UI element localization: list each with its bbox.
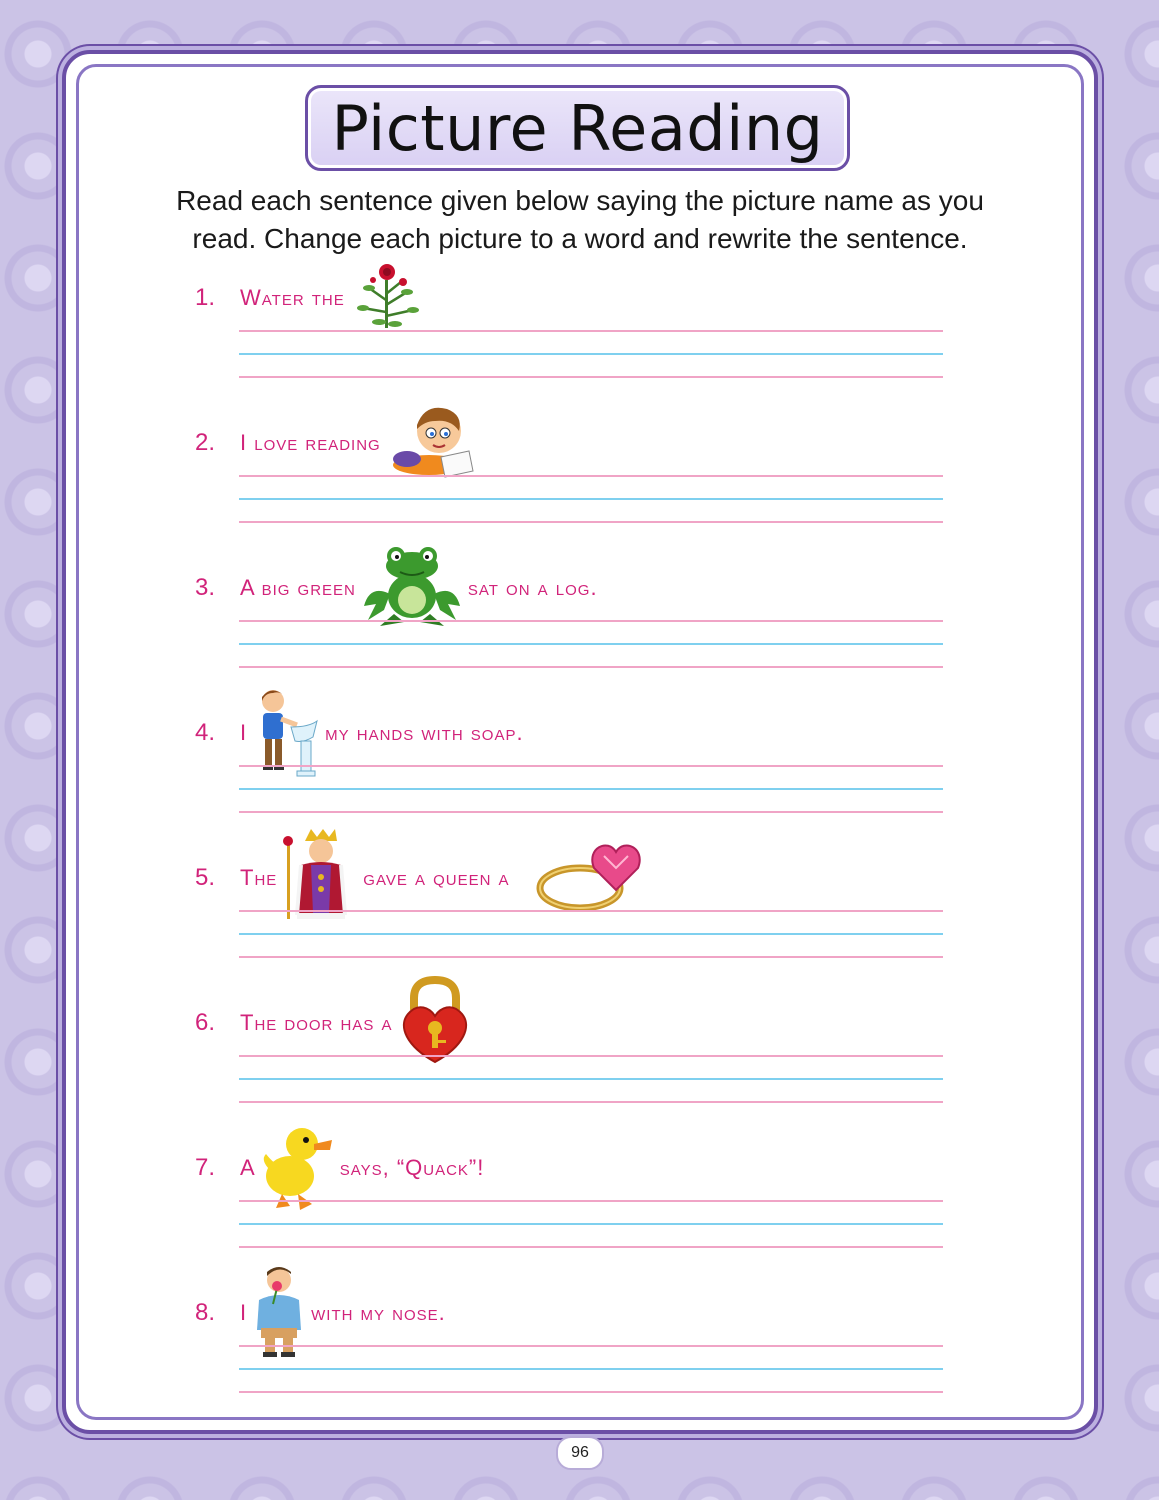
item-number: 5. bbox=[195, 864, 216, 891]
sentence-8 bbox=[195, 1283, 446, 1343]
sentence-2 bbox=[195, 413, 485, 473]
item-number: 2. bbox=[195, 429, 216, 456]
sentence-7 bbox=[195, 1138, 484, 1198]
sentence-text-after: says, “Quack”! bbox=[339, 1155, 485, 1180]
item-number: 1. bbox=[195, 284, 216, 311]
writing-lines bbox=[239, 620, 943, 689]
sentence-text: Water the bbox=[240, 285, 345, 310]
sentence-item-2 bbox=[195, 413, 955, 553]
instructions-line-1: Read each sentence given below saying the picture name as you bbox=[176, 185, 984, 216]
writing-lines bbox=[239, 765, 943, 834]
sentence-text-middle: gave a queen a bbox=[363, 865, 510, 890]
item-number: 7. bbox=[195, 1154, 216, 1181]
page-title: Picture Reading bbox=[331, 91, 824, 165]
writing-lines bbox=[239, 475, 943, 544]
writing-lines bbox=[239, 1345, 943, 1414]
item-number: 4. bbox=[195, 719, 216, 746]
writing-lines bbox=[239, 910, 943, 979]
sentence-text-after: with my nose. bbox=[311, 1300, 446, 1325]
sentence-5 bbox=[195, 848, 650, 908]
sentence-text: I love reading bbox=[240, 430, 381, 455]
sentence-text-after: sat on a log. bbox=[467, 575, 598, 600]
sentence-text: A bbox=[240, 1155, 256, 1180]
sentence-3 bbox=[195, 558, 598, 618]
sentence-text: I bbox=[240, 720, 248, 745]
sentence-item-8 bbox=[195, 1283, 955, 1423]
sentence-text: The bbox=[240, 865, 278, 890]
writing-lines bbox=[239, 330, 943, 399]
writing-lines bbox=[239, 1055, 943, 1124]
item-number: 8. bbox=[195, 1299, 216, 1326]
item-number: 3. bbox=[195, 574, 216, 601]
sentence-6 bbox=[195, 993, 478, 1053]
sentence-4 bbox=[195, 703, 524, 763]
sentence-item-5 bbox=[195, 848, 955, 988]
rose-bush-icon bbox=[349, 260, 429, 337]
sentence-text-after: my hands with soap. bbox=[325, 720, 524, 745]
sentence-1 bbox=[195, 268, 433, 328]
writing-lines bbox=[239, 1200, 943, 1269]
sentence-item-7 bbox=[195, 1138, 955, 1278]
page-number: 96 bbox=[556, 1436, 604, 1470]
instructions bbox=[100, 182, 1060, 258]
sentence-text: I bbox=[240, 1300, 248, 1325]
title-box bbox=[305, 85, 850, 171]
item-number: 6. bbox=[195, 1009, 216, 1036]
sentence-item-3 bbox=[195, 558, 955, 698]
sentence-item-1 bbox=[195, 268, 955, 408]
ring-icon bbox=[534, 838, 646, 919]
sentence-item-4 bbox=[195, 703, 955, 843]
sentence-item-6 bbox=[195, 993, 955, 1133]
reading-boy-icon bbox=[385, 401, 481, 486]
sentence-text: The door has a bbox=[240, 1010, 393, 1035]
instructions-line-2: read. Change each picture to a word and rewrite the sentence. bbox=[192, 223, 968, 254]
sentence-text: A big green bbox=[240, 575, 356, 600]
